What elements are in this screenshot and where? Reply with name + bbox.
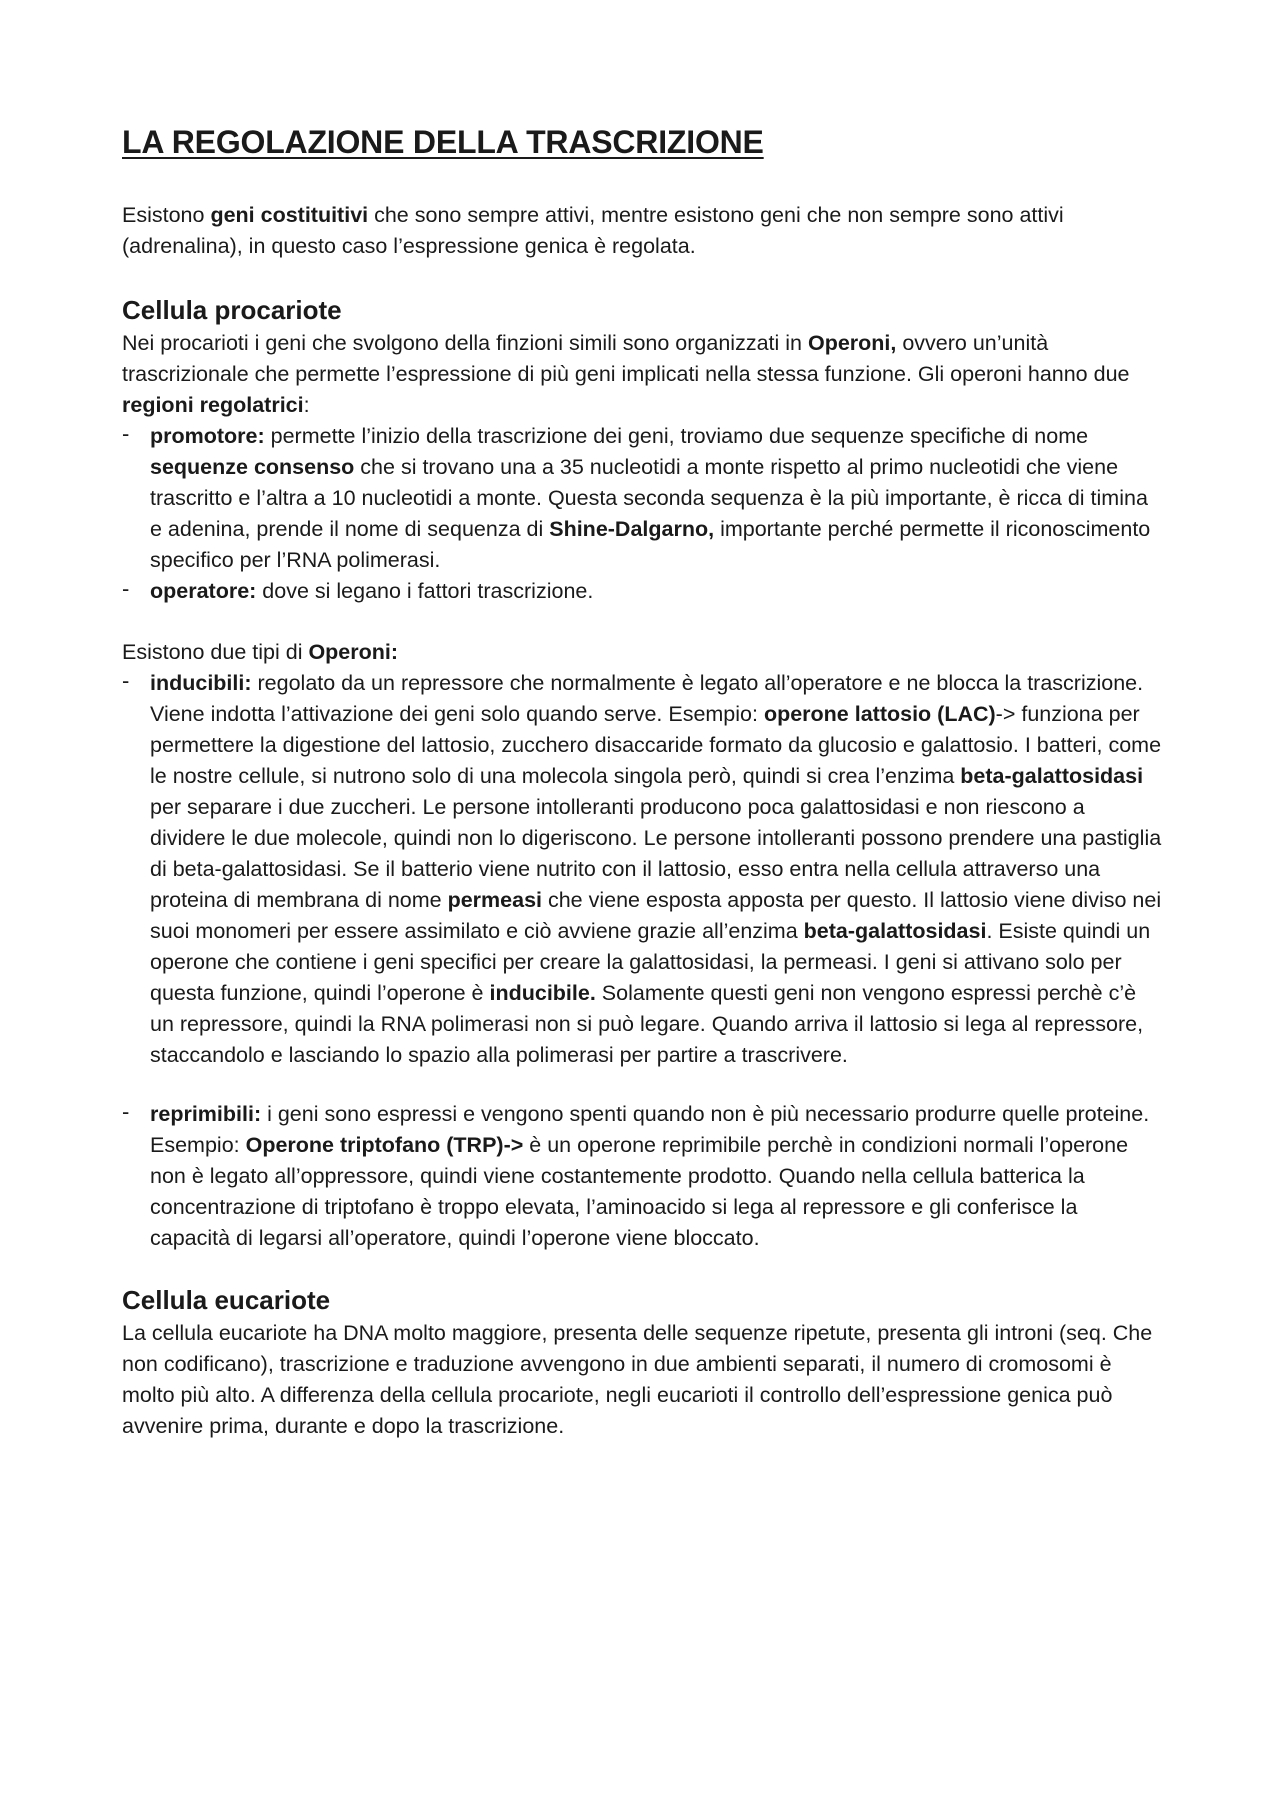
paragraph-text: :: [303, 393, 310, 417]
intro-bold-term: geni costituitivi: [210, 203, 369, 227]
item-text: è un operone reprimibile perchè in condizioni normali l’operone non è legato all’oppressore, quindi viene costantemente prodotto. Quando nella cellula batterica la concentrazione di triptofano è troppo elevata, l’aminoacido si lega al repressore e gli conferisce la capacità di legarsi all’operatore, quindi l’operone viene bloccato.: [150, 1133, 1129, 1250]
document-content: [122, 122, 1162, 1442]
bold-term: Operoni,: [807, 331, 897, 355]
paragraph-text: Nei procarioti i geni che svolgono della finzioni simili sono organizzati in: [122, 331, 808, 355]
item-text: dove si legano i fattori trascrizione.: [256, 579, 594, 603]
item-text: i geni sono espressi e vengono spenti quando non è più necessario produrre quelle proteine. Esempio:: [150, 1102, 1150, 1157]
bold-term: regioni regolatrici: [122, 393, 304, 417]
item-text: Solamente questi geni non vengono espressi perchè c’è un repressore, quindi la RNA polimerasi non si può legare. Quando arriva il lattosio si lega al repressore, staccandolo e lasciando lo spazio alla polimerasi per partire a trascrivere.: [150, 981, 1144, 1067]
bold-term: inducibili:: [150, 671, 252, 695]
list-item-reprimibili: [122, 1099, 1162, 1254]
intro-text: Esistono: [122, 203, 211, 227]
item-text: . Esiste quindi un operone che contiene i geni specifici per creare la galattosidasi, la permeasi. I geni si attivano solo per questa funzione, quindi l’operone è: [150, 919, 1151, 1005]
bold-term: beta-galattosidasi: [960, 764, 1144, 788]
item-text: importante perché permette il riconoscimento specifico per l’RNA polimerasi.: [150, 517, 1151, 572]
spacer: [122, 1254, 1162, 1284]
operon-types-intro: [122, 637, 1162, 668]
paragraph-text: ovvero un’unità trascrizionale che permette l’espressione di più geni implicati nella stessa funzione. Gli operoni hanno due: [122, 331, 1130, 386]
operon-types-list: [122, 668, 1162, 1071]
operon-types-list-continued: [122, 1099, 1162, 1254]
intro-paragraph: [122, 200, 1162, 262]
bold-term: beta-galattosidasi: [803, 919, 987, 943]
item-text: che si trovano una a 35 nucleotidi a monte rispetto al primo nucleotidi che viene trascritto e l’altra a 10 nucleotidi a monte. Questa seconda sequenza è la più importante, è ricca di timina e adenina, prende il nome di sequenza di: [150, 455, 1148, 541]
item-text: regolato da un repressore che normalmente è legato all’operatore e ne blocca la trascrizione. Viene indotta l’attivazione dei geni solo quando serve. Esempio:: [150, 671, 1144, 726]
item-text: -> funziona per permettere la digestione del lattosio, zucchero disaccaride formato da glucosio e galattosio. I batteri, come le nostre cellule, si nutrono solo di una molecola singola però, quindi si crea l’enzima: [150, 702, 1162, 788]
bold-term: reprimibili:: [150, 1102, 262, 1126]
bold-term: operatore:: [150, 579, 257, 603]
bold-term: inducibile.: [489, 981, 596, 1005]
spacer: [122, 1071, 1162, 1099]
bold-term: sequenze consenso: [150, 455, 355, 479]
bold-term: permeasi: [447, 888, 542, 912]
eucariote-paragraph: La cellula eucariote ha DNA molto maggiore, presenta delle sequenze ripetute, presenta gli introni (seq. Che non codificano), trascrizione e traduzione avvengono in due ambienti separati, il numero di cromosomi è molto più alto. A differenza della cellula procariote, negli eucarioti il controllo dell’espressione genica può avvenire prima, durante e dopo la trascrizione.: [122, 1321, 1153, 1438]
paragraph-text: Esistono due tipi di: [122, 640, 309, 664]
intro-text: che sono sempre attivi, mentre esistono geni che non sempre sono attivi (adrenalina), in questo caso l’espressione genica è regolata.: [122, 203, 1064, 258]
bold-term: Operoni:: [308, 640, 399, 664]
list-item-inducibili: [122, 668, 1162, 1071]
item-text: permette l’inizio della trascrizione dei geni, troviamo due sequenze specifiche di nome: [264, 424, 1089, 448]
item-text: per separare i due zuccheri. Le persone intolleranti producono poca galattosidasi e non riescono a dividere le due molecole, quindi non lo digeriscono. Le persone intolleranti possono prendere una pastiglia di beta-galattosidasi. Se il batterio viene nutrito con il lattosio, esso entra nella cellula attraverso una proteina di membrana di nome: [150, 795, 1162, 912]
procariote-paragraph: [122, 328, 1162, 421]
spacer: [122, 607, 1162, 637]
page-title: LA REGOLAZIONE DELLA TRASCRIZIONE: [122, 124, 764, 160]
bold-term: Shine-Dalgarno,: [549, 517, 715, 541]
bold-term: operone lattosio (LAC): [763, 702, 996, 726]
bold-term: Operone triptofano (TRP)->: [245, 1133, 524, 1157]
regulatory-regions-list: [122, 421, 1162, 607]
section-heading-eucariote: Cellula eucariote: [122, 1285, 331, 1315]
item-text: che viene esposta apposta per questo. Il lattosio viene diviso nei suoi monomeri per essere assimilato e ciò avviene grazie all’enzima: [150, 888, 1162, 943]
section-heading-procariote: Cellula procariote: [122, 295, 342, 325]
bold-term: promotore:: [150, 424, 265, 448]
list-item-operatore: [122, 576, 1162, 607]
list-item-promotore: [122, 421, 1162, 576]
